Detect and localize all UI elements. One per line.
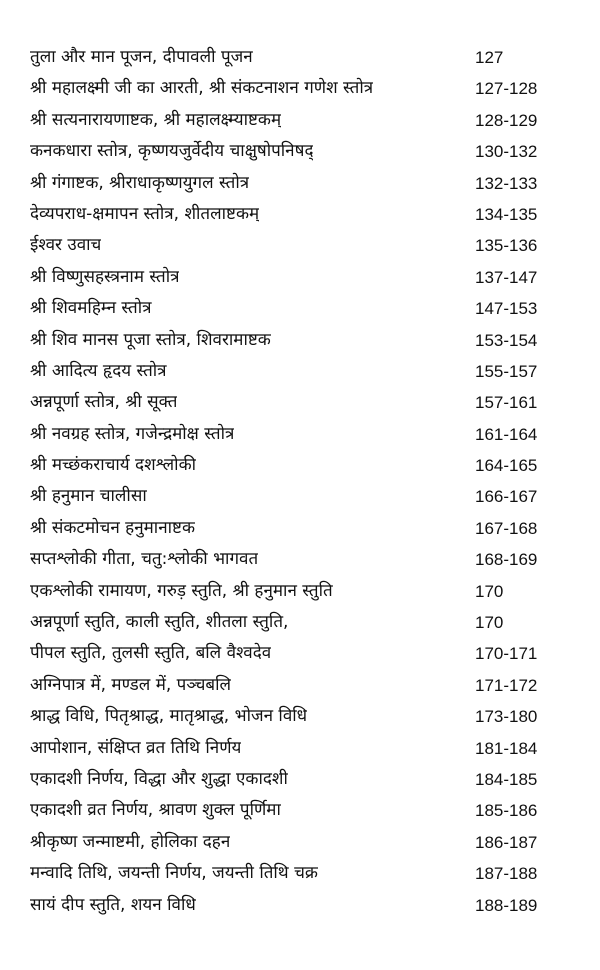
toc-entry-title: एकादशी निर्णय, विद्धा और शुद्धा एकादशी bbox=[30, 768, 288, 789]
toc-entry-title: श्री गंगाष्टक, श्रीराधाकृष्णयुगल स्तोत्र bbox=[30, 172, 250, 193]
toc-entry-title: श्राद्ध विधि, पितृश्राद्ध, मातृश्राद्ध, भोजन विधि bbox=[30, 706, 308, 727]
toc-entry-title: सायं दीप स्तुति, शयन विधि bbox=[30, 894, 196, 915]
toc-entry-pages: 147-153 bbox=[475, 299, 538, 319]
toc-entry bbox=[30, 481, 570, 512]
toc-entry-title: श्री आदित्य हृदय स्तोत्र bbox=[30, 360, 167, 381]
toc-entry-pages: 181-184 bbox=[475, 738, 538, 758]
toc-entry-title: देव्यपराध-क्षमापन स्तोत्र, शीतलाष्टकम् bbox=[30, 203, 260, 224]
toc-entry-title: अन्नपूर्णा स्तुति, काली स्तुति, शीतला स्तुति, bbox=[30, 612, 289, 633]
toc-entry bbox=[30, 73, 570, 104]
toc-entry bbox=[30, 293, 570, 324]
toc-entry-pages: 127 bbox=[475, 48, 504, 67]
toc-entry-title: अन्नपूर्णा स्तोत्र, श्री सूक्त bbox=[30, 392, 178, 413]
toc-entry-pages: 132-133 bbox=[475, 173, 538, 193]
toc-entry bbox=[30, 105, 570, 136]
toc-entry-pages: 187-188 bbox=[475, 864, 538, 884]
toc-entry-title: सप्तश्लोकी गीता, चतु:श्लोकी भागवत bbox=[30, 549, 259, 570]
toc-entry-pages: 153-154 bbox=[475, 330, 538, 350]
toc-entry-title: श्री शिव मानस पूजा स्तोत्र, शिवरामाष्टक bbox=[30, 329, 271, 350]
toc-entry bbox=[30, 795, 570, 826]
toc-entry-pages: 186-187 bbox=[475, 832, 538, 852]
toc-entry bbox=[30, 168, 570, 199]
toc-entry-title: श्री शिवमहिम्न स्तोत्र bbox=[30, 298, 152, 319]
toc-entry bbox=[30, 136, 570, 167]
toc-entry-title: श्री हनुमान चालीसा bbox=[30, 486, 147, 507]
toc-entry-pages: 135-136 bbox=[475, 236, 538, 256]
toc-entry-title: श्रीकृष्ण जन्माष्टमी, होलिका दहन bbox=[30, 831, 231, 852]
toc-entry bbox=[30, 890, 570, 921]
toc-entry-pages: 170 bbox=[475, 613, 504, 633]
toc-entry bbox=[30, 450, 570, 481]
toc-entry-pages: 173-180 bbox=[475, 707, 538, 727]
toc-entry-title: ईश्वर उवाच bbox=[30, 235, 102, 256]
toc-entry-pages: 170-171 bbox=[475, 644, 538, 664]
toc-entry bbox=[30, 670, 570, 701]
toc-entry bbox=[30, 576, 570, 607]
toc-entry-pages: 185-186 bbox=[475, 801, 538, 821]
toc-entry-pages: 164-165 bbox=[475, 456, 538, 476]
toc-entry-pages: 170 bbox=[475, 581, 504, 601]
toc-entry bbox=[30, 356, 570, 387]
toc-entry-title: अग्निपात्र में, मण्डल में, पञ्चबलि bbox=[30, 674, 232, 695]
toc-entry-title: श्री नवग्रह स्तोत्र, गजेन्द्रमोक्ष स्तोत्र bbox=[30, 423, 235, 444]
toc-entry bbox=[30, 42, 570, 73]
toc-entry-pages: 166-167 bbox=[475, 487, 538, 507]
toc-entry-pages: 171-172 bbox=[475, 675, 538, 695]
toc-entry-pages: 157-161 bbox=[475, 393, 538, 413]
toc-entry-pages: 167-168 bbox=[475, 518, 538, 538]
toc-entry-pages: 155-157 bbox=[475, 361, 538, 381]
toc-entry-title: पीपल स्तुति, तुलसी स्तुति, बलि वैश्वदेव bbox=[30, 643, 272, 664]
toc-entry-title: श्री विष्णुसहस्त्रनाम स्तोत्र bbox=[30, 266, 180, 287]
toc-entry-title: एकादशी व्रत निर्णय, श्रावण शुक्ल पूर्णिमा bbox=[30, 800, 281, 821]
toc-entry-title: श्री सत्यनारायणाष्टक, श्री महालक्ष्म्याष्टकम् bbox=[30, 109, 282, 130]
toc-entry bbox=[30, 325, 570, 356]
toc-entry-pages: 188-189 bbox=[475, 895, 538, 915]
toc-entry-title: श्री महालक्ष्मी जी का आरती, श्री संकटनाशन गणेश स्तोत्र bbox=[30, 78, 374, 99]
toc-entry-title: श्री संकटमोचन हनुमानाष्टक bbox=[30, 517, 196, 538]
toc-entry bbox=[30, 733, 570, 764]
table-of-contents bbox=[30, 42, 570, 921]
toc-entry bbox=[30, 701, 570, 732]
toc-entry bbox=[30, 199, 570, 230]
toc-entry-pages: 127-128 bbox=[475, 79, 538, 99]
toc-entry bbox=[30, 513, 570, 544]
toc-entry bbox=[30, 387, 570, 418]
toc-entry bbox=[30, 827, 570, 858]
toc-entry bbox=[30, 230, 570, 261]
toc-entry bbox=[30, 419, 570, 450]
toc-entry bbox=[30, 764, 570, 795]
toc-entry-pages: 168-169 bbox=[475, 550, 538, 570]
toc-entry-title: मन्वादि तिथि, जयन्ती निर्णय, जयन्ती तिथि चक्र bbox=[30, 863, 318, 884]
toc-entry-title: तुला और मान पूजन, दीपावली पूजन bbox=[30, 47, 253, 67]
toc-entry-title: एकश्लोकी रामायण, गरुड़ स्तुति, श्री हनुमान स्तुति bbox=[30, 580, 333, 601]
toc-entry-pages: 134-135 bbox=[475, 204, 538, 224]
toc-entry-pages: 130-132 bbox=[475, 142, 538, 162]
toc-entry bbox=[30, 858, 570, 889]
toc-entry-pages: 137-147 bbox=[475, 267, 538, 287]
toc-entry-pages: 128-129 bbox=[475, 110, 538, 130]
toc-entry-title: श्री मच्छंकराचार्य दशश्लोकी bbox=[30, 455, 197, 476]
toc-entry-pages: 184-185 bbox=[475, 769, 538, 789]
toc-entry bbox=[30, 544, 570, 575]
toc-entry bbox=[30, 638, 570, 669]
toc-entry-title: कनकधारा स्तोत्र, कृष्णयजुर्वेदीय चाक्षुषोपनिषद् bbox=[30, 141, 314, 162]
toc-entry-title: आपोशान, संक्षिप्त व्रत तिथि निर्णय bbox=[30, 737, 242, 758]
toc-entry bbox=[30, 607, 570, 638]
toc-entry bbox=[30, 262, 570, 293]
toc-entry-pages: 161-164 bbox=[475, 424, 538, 444]
